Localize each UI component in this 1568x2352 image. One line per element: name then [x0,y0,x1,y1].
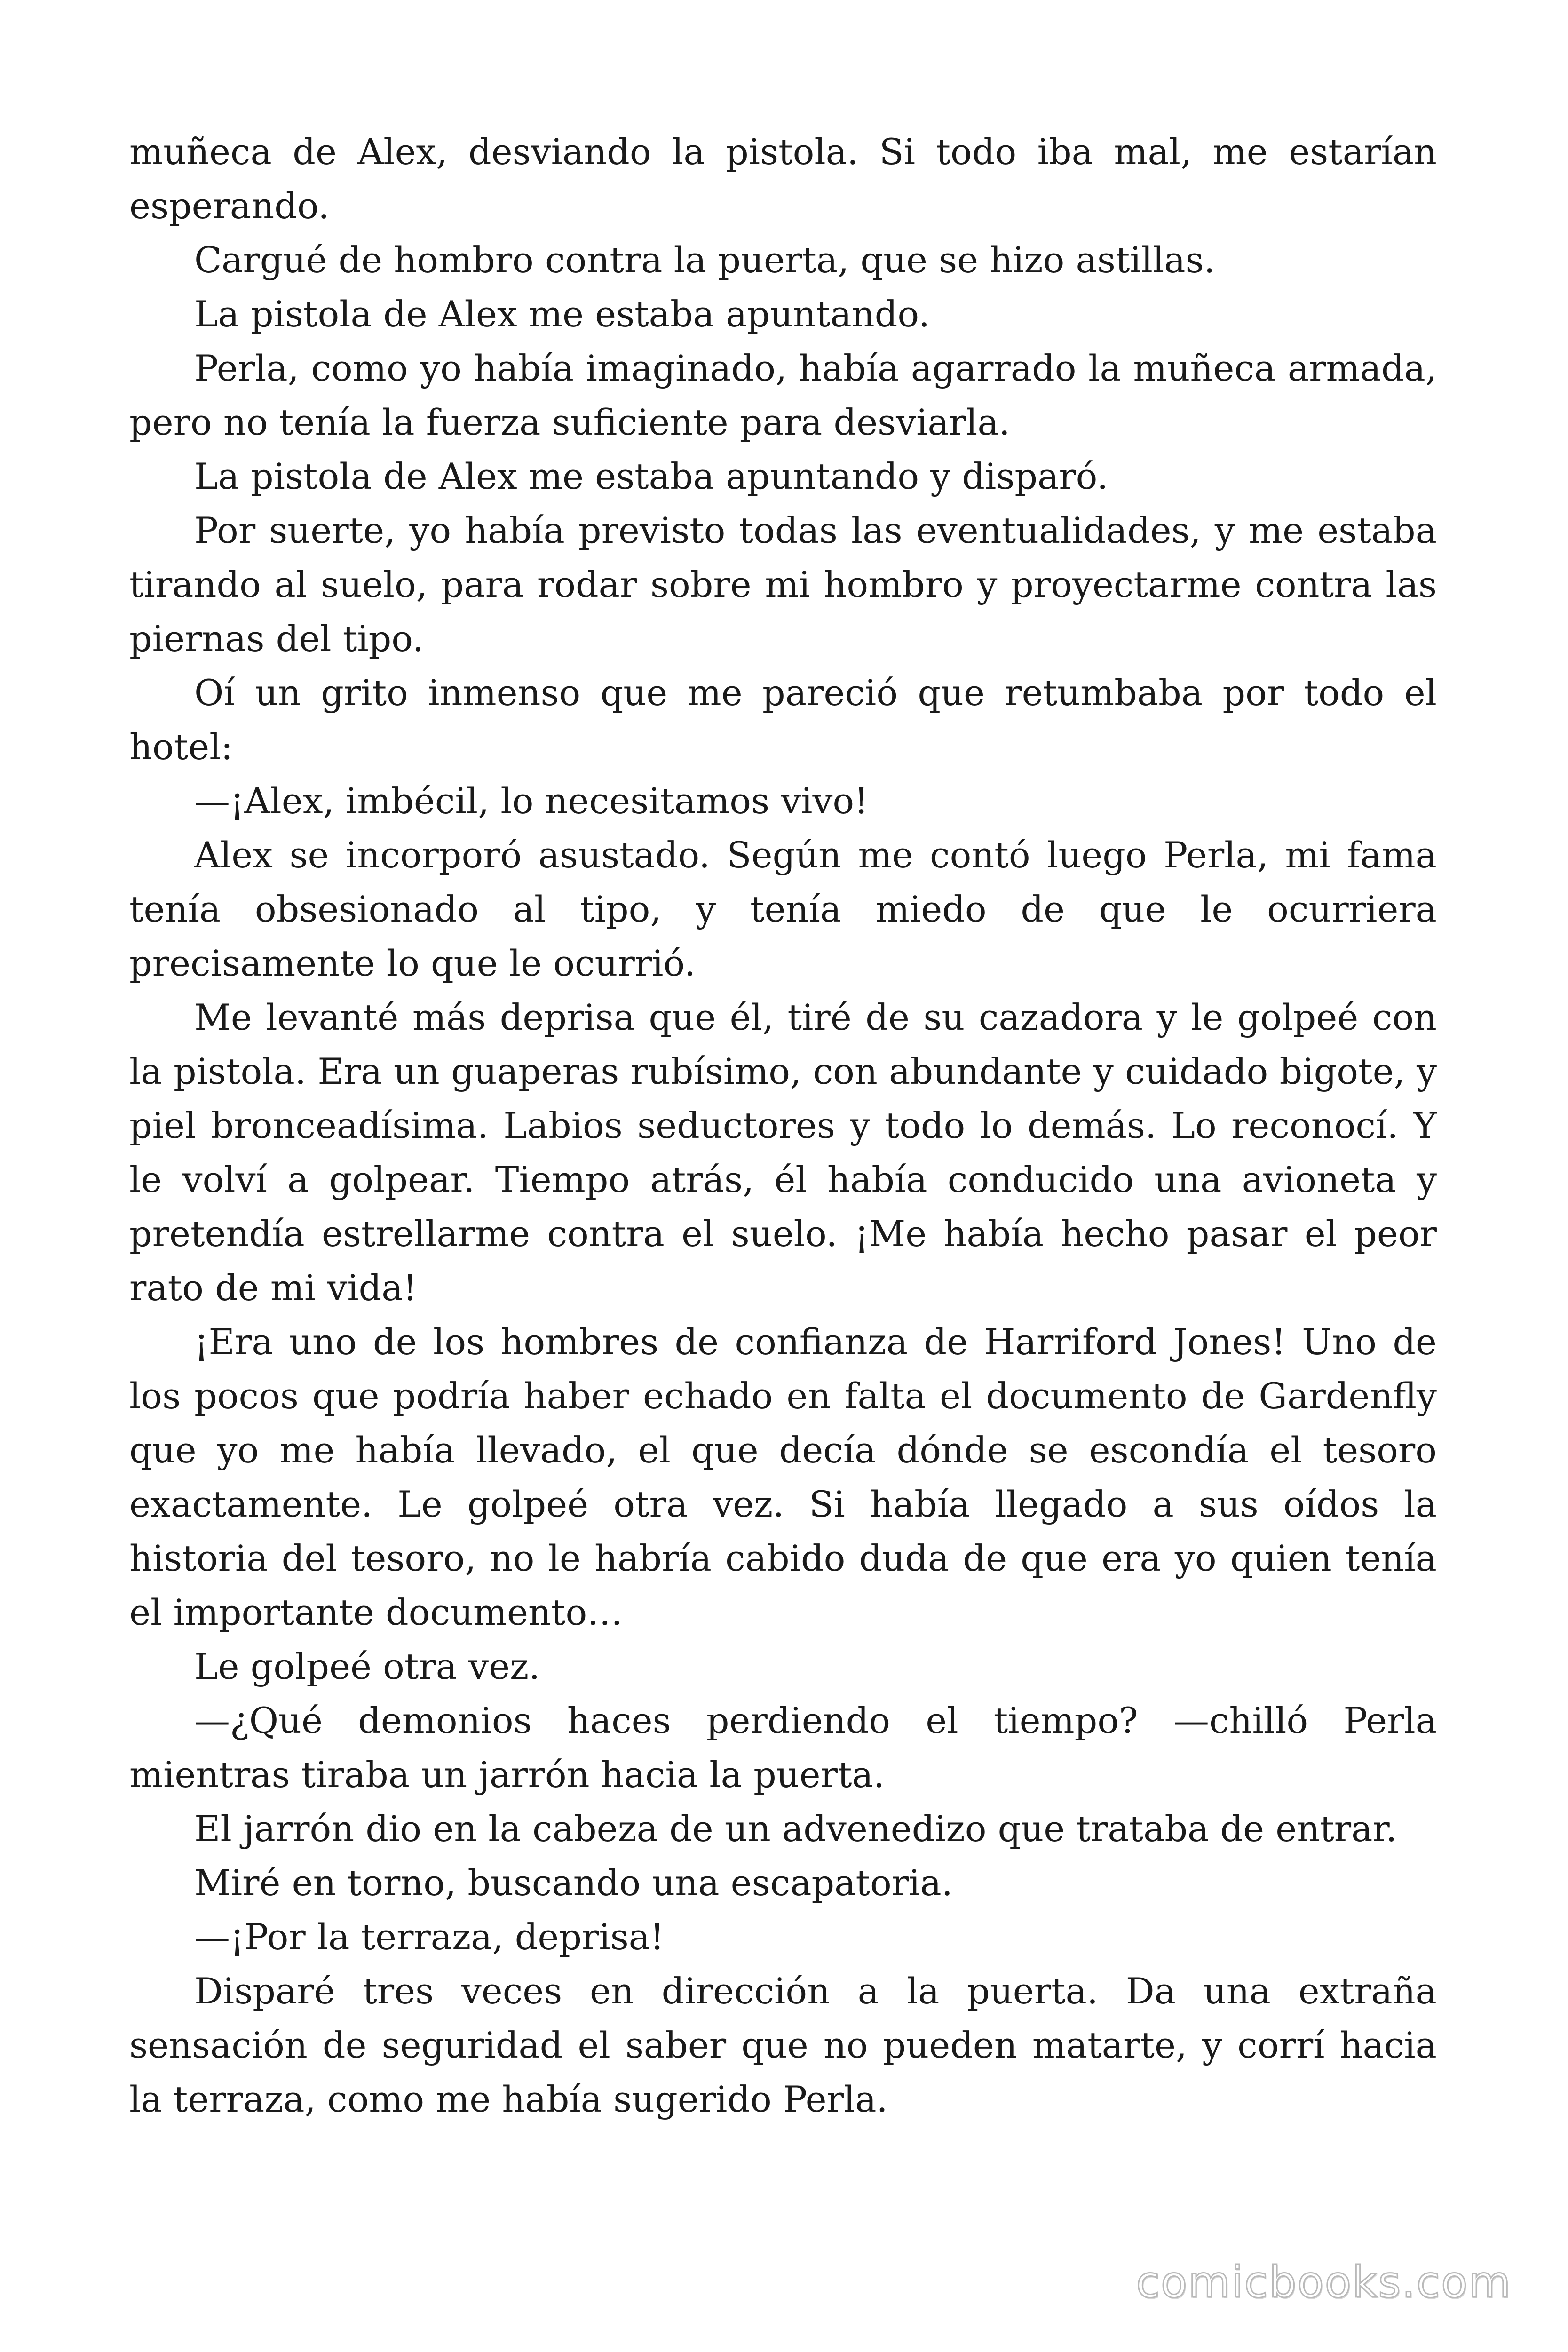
paragraph: Me levanté más deprisa que él, tiré de su cazadora y le golpeé con la pistola. Era un guaperas rubísimo, con abundante y cuidado bigote, y piel bronceadísima. Labios seductores y todo lo demás. Lo reconocí. Y le volví a golpear. Tiempo atrás, él había conducido una avioneta y pretendía estrellarme contra el suelo. ¡Me había hecho pasar el peor rato de mi vida! [129,996,1437,1309]
paragraph: La pistola de Alex me estaba apuntando y disparó. [194,455,1109,497]
dialogue-paragraph: —¡Alex, imbécil, lo necesitamos vivo! [194,780,869,822]
paragraph: Cargué de hombro contra la puerta, que se hizo astillas. [194,239,1215,281]
watermark-text: comicbooks.com [1136,2257,1512,2307]
dialogue-paragraph: —¡Por la terraza, deprisa! [194,1916,665,1958]
paragraph: Miré en torno, buscando una escapatoria. [194,1862,953,1904]
paragraph: El jarrón dio en la cabeza de un advenedizo que trataba de entrar. [194,1808,1397,1850]
paragraph: Por suerte, yo había previsto todas las eventualidades, y me estaba tirando al suelo, para rodar sobre mi hombro y proyectarme contra las piernas del tipo. [129,509,1437,660]
paragraph: Perla, como yo había imaginado, había agarrado la muñeca armada, pero no tenía la fuerza suficiente para desviarla. [129,347,1437,443]
paragraph: muñeca de Alex, desviando la pistola. Si todo iba mal, me estarían esperando. [129,131,1437,227]
paragraph: Le golpeé otra vez. [194,1645,540,1687]
paragraph: Alex se incorporó asustado. Según me contó luego Perla, mi fama tenía obsesionado al tipo, y tenía miedo de que le ocurriera precisamente lo que le ocurrió. [129,834,1437,984]
paragraph: Oí un grito inmenso que me pareció que retumbaba por todo el hotel: [129,672,1437,768]
paragraph: La pistola de Alex me estaba apuntando. [194,293,930,335]
paragraph: Disparé tres veces en dirección a la puerta. Da una extraña sensación de seguridad el saber que no pueden matarte, y corrí hacia la terraza, como me había sugerido Perla. [129,1970,1437,2120]
body-text [129,125,1437,2126]
paragraph: ¡Era uno de los hombres de confianza de Harriford Jones! Uno de los pocos que podría haber echado en falta el documento de Gardenfly que yo me había llevado, el que decía dónde se escondía el tesoro exactamente. Le golpeé otra vez. Si había llegado a sus oídos la historia del tesoro, no le habría cabido duda de que era yo quien tenía el importante documento… [129,1321,1437,1633]
dialogue-paragraph: —¿Qué demonios haces perdiendo el tiempo? —chilló Perla mientras tiraba un jarrón hacia la puerta. [129,1700,1437,1796]
